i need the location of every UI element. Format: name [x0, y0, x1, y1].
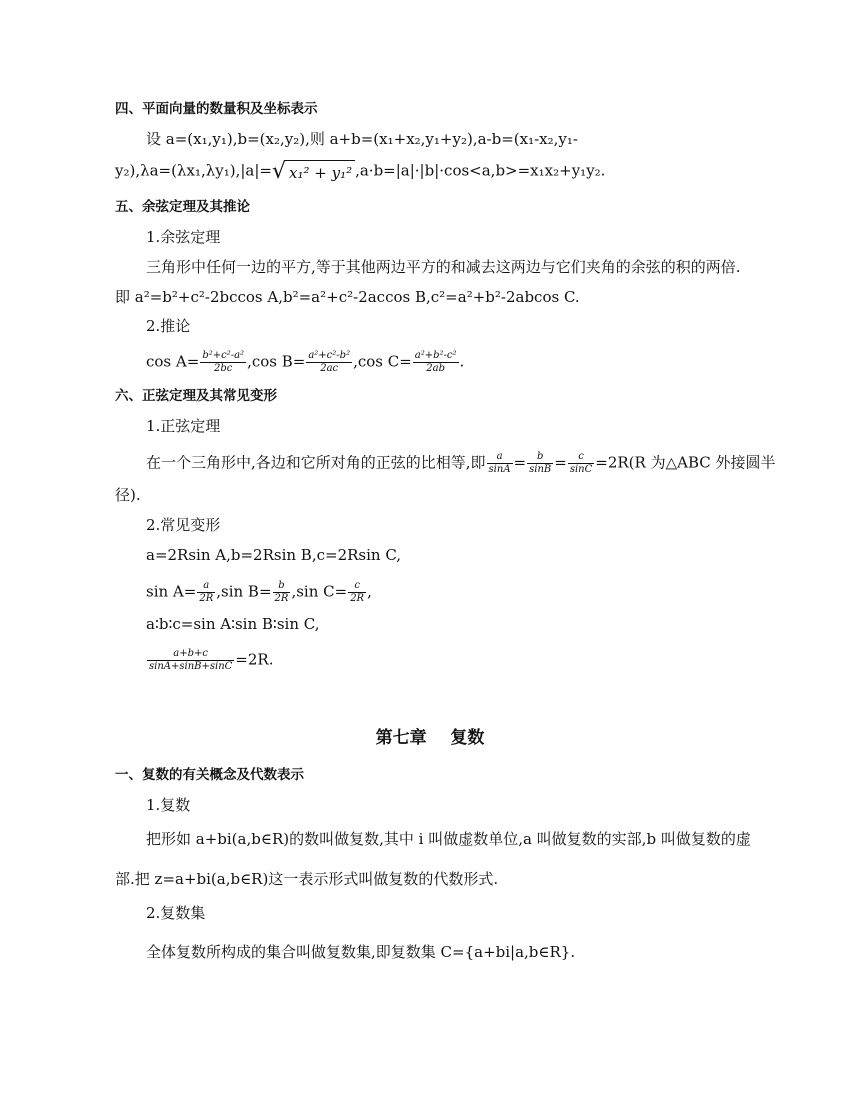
numerator: b — [527, 451, 553, 464]
sqrt-body: x₁² + y₁² — [286, 160, 355, 183]
denominator: 2R — [199, 593, 214, 604]
equals-sign: = — [554, 453, 567, 472]
paragraph-cosine-law-formula: 即 a²=b²+c²-2bccos A,b²=a²+c²-2accos B,c²=a²+b²-2abcos C. — [115, 288, 580, 306]
paragraph-complex-definition: 把形如 a+bi(a,b∈R)的数叫做复数,其中 i 叫做虚数单位,a 叫做复数的实部,b 叫做复数的虚 — [146, 830, 751, 848]
numerator: a — [197, 580, 215, 593]
fraction-c-sinC — [568, 451, 594, 476]
text-span: y₂),λa=(λx₁,λy₁),|a|= — [115, 161, 272, 180]
fraction-sum-over-sines — [147, 648, 234, 673]
equals-sign: = — [513, 453, 527, 472]
text-span: ,cos B= — [247, 352, 306, 371]
fraction-b-sinB — [527, 451, 553, 476]
subheading-complex-set: 2.复数集 — [146, 904, 206, 922]
numerator: a+b+c — [147, 648, 234, 661]
fraction-b-2R — [273, 580, 291, 605]
subheading-complex-number: 1.复数 — [146, 796, 191, 814]
section-heading-complex-concepts: 一、复数的有关概念及代数表示 — [115, 767, 304, 783]
denominator: sinA — [488, 464, 511, 475]
paragraph-sine-law-statement — [146, 451, 776, 476]
formula-cosine-corollary — [146, 350, 464, 375]
paragraph-complex-set: 全体复数所构成的集合叫做复数集,即复数集 C={a+bi|a,b∈R}. — [146, 943, 576, 961]
paragraph-vector-coords-line2 — [115, 160, 605, 183]
denominator: 2ac — [320, 363, 339, 374]
fraction-c-2R — [348, 580, 366, 605]
paragraph-sine-law-end: 径). — [115, 486, 141, 504]
text-span: . — [459, 352, 465, 371]
denominator: 2ab — [426, 363, 446, 374]
numerator: c — [348, 580, 366, 593]
formula-variant-3: a∶b∶c=sin A∶sin B∶sin C, — [146, 615, 320, 633]
chapter-title: 第七章 复数 — [375, 728, 485, 748]
text-span: sin A= — [146, 582, 197, 601]
radical-sign: √ — [271, 158, 286, 184]
denominator: 2R — [274, 593, 289, 604]
text-span: =2R. — [235, 650, 274, 669]
text-span: =2R(R 为△ABC 外接圆半 — [595, 453, 776, 472]
sqrt-expression — [272, 160, 355, 183]
text-span: ,a·b=|a|·|b|·cos<a,b>=x₁x₂+y₁y₂. — [355, 161, 606, 180]
fraction-a-sinA — [487, 451, 513, 476]
text-span: ,sin B= — [216, 582, 272, 601]
subheading-variants: 2.常见变形 — [146, 516, 221, 534]
fraction-cosB — [306, 350, 352, 375]
numerator: c — [568, 451, 594, 464]
numerator: b — [273, 580, 291, 593]
text-span: , — [367, 582, 372, 601]
subheading-corollary: 2.推论 — [146, 317, 191, 335]
fraction-cosA — [200, 350, 246, 375]
denominator: 2bc — [214, 363, 233, 374]
text-span: cos A= — [146, 352, 200, 371]
numerator: a²+c²-b² — [308, 350, 351, 361]
formula-variant-2 — [146, 580, 372, 605]
formula-variant-1: a=2Rsin A,b=2Rsin B,c=2Rsin C, — [146, 546, 402, 564]
numerator: b²+c²-a² — [202, 350, 245, 361]
fraction-cosC — [413, 350, 459, 375]
paragraph-cosine-law-statement: 三角形中任何一边的平方,等于其他两边平方的和减去这两边与它们夹角的余弦的积的两倍. — [146, 258, 741, 276]
section-heading-sine-law: 六、正弦定理及其常见变形 — [115, 388, 277, 404]
paragraph-vector-coords-line1: 设 a=(x₁,y₁),b=(x₂,y₂),则 a+b=(x₁+x₂,y₁+y₂),a-b=(x₁-x₂,y₁- — [146, 130, 578, 148]
numerator: a²+b²-c² — [414, 350, 457, 361]
denominator: 2R — [350, 593, 365, 604]
subheading-sine-law: 1.正弦定理 — [146, 417, 221, 435]
fraction-a-2R — [197, 580, 215, 605]
subheading-cosine-law: 1.余弦定理 — [146, 228, 221, 246]
formula-variant-4 — [146, 648, 273, 673]
denominator: sinC — [569, 464, 593, 475]
text-span: ,cos C= — [353, 352, 412, 371]
denominator: sinA+sinB+sinC — [149, 661, 233, 672]
text-span: ,sin C= — [291, 582, 348, 601]
section-heading-cosine-law: 五、余弦定理及其推论 — [115, 199, 250, 215]
numerator: a — [487, 451, 513, 464]
denominator: sinB — [529, 464, 552, 475]
section-heading-vector-dot-product: 四、平面向量的数量积及坐标表示 — [115, 101, 318, 117]
paragraph-algebraic-form: 部.把 z=a+bi(a,b∈R)这一表示形式叫做复数的代数形式. — [115, 870, 499, 888]
text-span: 在一个三角形中,各边和它所对角的正弦的比相等,即 — [146, 453, 486, 472]
